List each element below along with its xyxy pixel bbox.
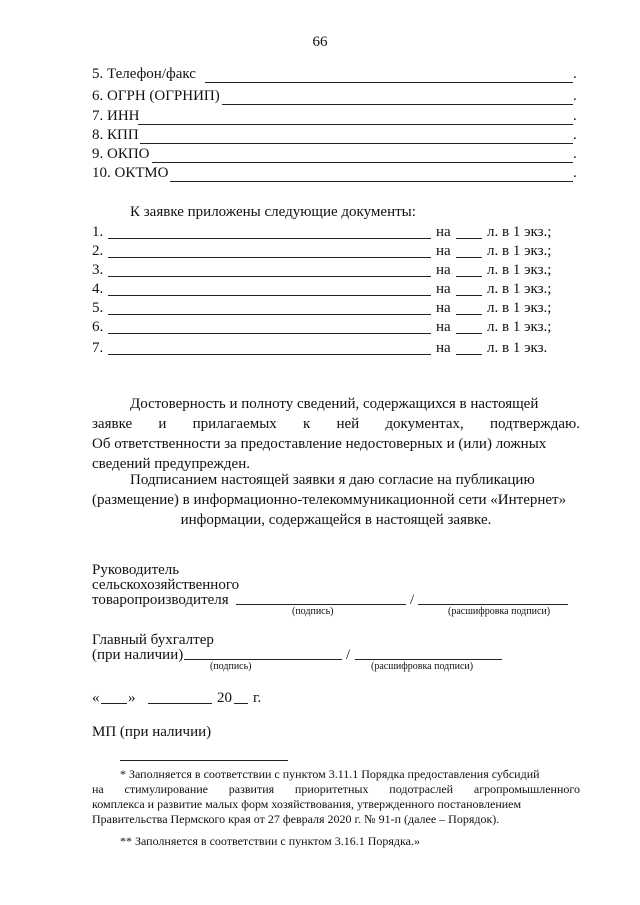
field-label-inn: 7. ИНН (92, 108, 140, 124)
doc-name-line[interactable] (108, 276, 431, 277)
accountant-decode-line[interactable] (355, 659, 502, 660)
field-label-oktmo: 10. ОКТМО (92, 165, 169, 181)
slash: / (346, 647, 351, 663)
doc-row-suffix: л. в 1 экз.; (487, 281, 552, 297)
footnote-1-line: на стимулирование развития приоритетных подотраслей агропромышленного (92, 782, 580, 796)
head-decode-line[interactable] (418, 604, 568, 605)
doc-row-suffix: л. в 1 экз.; (487, 224, 552, 240)
field-line-okpo[interactable] (152, 162, 573, 163)
doc-name-line[interactable] (108, 314, 431, 315)
accountant-decode-caption: (расшифровка подписи) (371, 661, 474, 672)
field-end-inn: . (573, 108, 577, 124)
head-signature-caption: (подпись) (292, 606, 334, 617)
doc-row-suffix: л. в 1 экз.; (487, 262, 552, 278)
stamp-label: МП (при наличии) (92, 724, 212, 740)
footnote-separator (120, 760, 288, 761)
field-label-kpp: 8. КПП (92, 127, 139, 143)
confirmation-line: заявке и прилагаемых к ней документах, подтверждаю. (92, 416, 580, 432)
doc-row-suffix: л. в 1 экз.; (487, 319, 552, 335)
field-label-ogrn: 6. ОГРН (ОГРНИП) (92, 88, 220, 104)
date-month-line[interactable] (148, 703, 212, 704)
field-end-oktmo: . (573, 165, 577, 181)
doc-name-line[interactable] (108, 295, 431, 296)
doc-sheets-line[interactable] (456, 238, 482, 239)
accountant-title-line: (при наличии) (92, 647, 184, 663)
doc-name-line[interactable] (108, 333, 431, 334)
documents-intro: К заявке приложены следующие документы: (130, 204, 416, 220)
head-title-line: Руководитель (92, 562, 180, 578)
accountant-title-line: Главный бухгалтер (92, 632, 214, 648)
consent-line: информации, содержащейся в настоящей заявке. (180, 512, 492, 528)
consent-line: (размещение) в информационно-телекоммуникационной сети «Интернет» (92, 492, 567, 508)
page-number: 66 (312, 34, 328, 50)
date-open-quote: « (92, 690, 100, 706)
date-year-suffix: г. (253, 690, 262, 706)
date-year-prefix: 20 (217, 690, 232, 706)
slash: / (410, 592, 415, 608)
field-line-ogrn[interactable] (222, 104, 573, 105)
field-line-phone[interactable] (205, 82, 573, 83)
date-close-quote: » (128, 690, 136, 706)
doc-row-number: 1. (92, 224, 104, 240)
doc-row-number: 4. (92, 281, 104, 297)
doc-sheets-line[interactable] (456, 354, 482, 355)
confirmation-line: Достоверность и полноту сведений, содержащихся в настоящей (130, 396, 539, 412)
doc-row-number: 6. (92, 319, 104, 335)
field-line-kpp[interactable] (140, 143, 573, 144)
doc-row-na: на (436, 319, 451, 335)
doc-sheets-line[interactable] (456, 276, 482, 277)
doc-row-na: на (436, 243, 451, 259)
doc-name-line[interactable] (108, 354, 431, 355)
doc-row-na: на (436, 340, 451, 356)
doc-sheets-line[interactable] (456, 314, 482, 315)
footnote-1-line: Правительства Пермского края от 27 февраля 2020 г. № 91-п (далее – Порядок). (92, 812, 500, 826)
head-signature-line[interactable] (236, 604, 406, 605)
field-line-oktmo[interactable] (170, 181, 573, 182)
accountant-signature-caption: (подпись) (210, 661, 252, 672)
doc-row-na: на (436, 262, 451, 278)
field-end-phone: . (573, 66, 577, 82)
field-end-okpo: . (573, 146, 577, 162)
field-end-ogrn: . (573, 88, 577, 104)
accountant-signature-line[interactable] (184, 659, 342, 660)
head-decode-caption: (расшифровка подписи) (448, 606, 551, 617)
doc-row-na: на (436, 224, 451, 240)
date-year-line[interactable] (234, 703, 248, 704)
doc-row-na: на (436, 281, 451, 297)
doc-name-line[interactable] (108, 257, 431, 258)
footnote-2: ** Заполняется в соответствии с пунктом 3.16.1 Порядка.» (120, 834, 420, 848)
footnote-1-line: комплекса и развитие малых форм хозяйствования, утвержденного постановлением (92, 797, 522, 811)
field-line-inn[interactable] (138, 124, 573, 125)
field-label-okpo: 9. ОКПО (92, 146, 150, 162)
doc-row-number: 3. (92, 262, 104, 278)
field-label-phone: 5. Телефон/факс (92, 66, 196, 82)
head-title-line: товаропроизводителя (92, 592, 229, 608)
doc-sheets-line[interactable] (456, 333, 482, 334)
doc-row-suffix: л. в 1 экз.; (487, 300, 552, 316)
date-day-line[interactable] (101, 703, 127, 704)
doc-row-na: на (436, 300, 451, 316)
doc-row-number: 7. (92, 340, 104, 356)
head-title-line: сельскохозяйственного (92, 577, 240, 593)
doc-row-number: 2. (92, 243, 104, 259)
doc-row-suffix: л. в 1 экз. (487, 340, 548, 356)
doc-sheets-line[interactable] (456, 295, 482, 296)
confirmation-line: сведений предупрежден. (92, 456, 250, 472)
doc-row-number: 5. (92, 300, 104, 316)
consent-line: Подписанием настоящей заявки я даю согласие на публикацию (130, 472, 535, 488)
confirmation-line: Об ответственности за предоставление недостоверных и (или) ложных (92, 436, 547, 452)
doc-row-suffix: л. в 1 экз.; (487, 243, 552, 259)
footnote-1-line: * Заполняется в соответствии с пунктом 3.11.1 Порядка предоставления субсидий (120, 767, 540, 781)
doc-sheets-line[interactable] (456, 257, 482, 258)
field-end-kpp: . (573, 127, 577, 143)
doc-name-line[interactable] (108, 238, 431, 239)
